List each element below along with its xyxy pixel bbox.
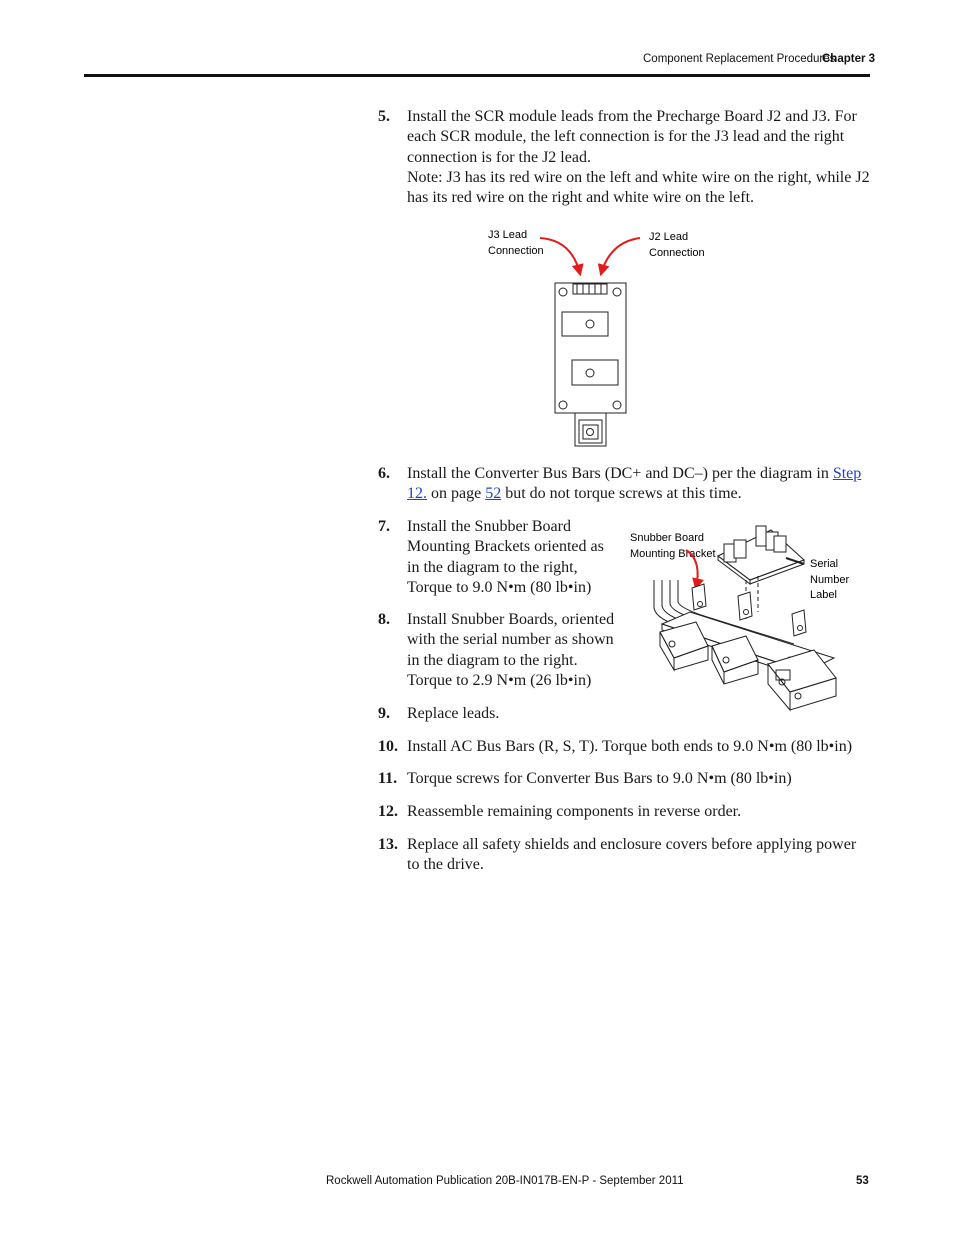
step-12-link[interactable]: Step 12. (407, 465, 862, 503)
step-number: 5. (378, 108, 390, 125)
step-text: Torque screws for Converter Bus Bars to 9.0 N•m (80 lb•in) (407, 770, 792, 787)
serial-label-line1: Serial (810, 558, 839, 570)
step-text: Replace leads. (407, 705, 500, 722)
bracket-label-line1: Snubber Board (630, 532, 704, 544)
step-text: Reassemble remaining components in reverse order. (407, 803, 742, 820)
page-number: 53 (856, 1175, 869, 1187)
step-note: Note: J3 has its red wire on the left and white wire on the right, while J2 has its red wire on the right and white wire on the left. (407, 168, 870, 207)
step-number: 10. (378, 738, 398, 755)
step-text-mid: on page (427, 485, 486, 503)
step-number: 9. (378, 705, 390, 722)
step-text: Install the Snubber Board Mounting Brackets oriented as in the diagram to the right, Torque to 9.0 N•m (80 lb•in) (407, 518, 604, 596)
footer-publication: Rockwell Automation Publication 20B-IN017B-EN-P - September 2011 (326, 1175, 684, 1187)
step-number: 6. (378, 465, 390, 482)
step-text: Install AC Bus Bars (R, S, T). Torque both ends to 9.0 N•m (80 lb•in) (407, 738, 853, 755)
step-text: Install the SCR module leads from the Precharge Board J2 and J3. For each SCR module, the left connection is for the J3 lead and the right connection is for the J2 lead. (407, 108, 857, 166)
j2-label-line2: Connection (649, 247, 705, 259)
j2-label-line1: J2 Lead (649, 231, 689, 243)
step-number: 7. (378, 518, 390, 535)
step-number: 13. (378, 836, 398, 853)
bracket-label-line2: Mounting Bracket (630, 548, 716, 560)
running-header-section: Component Replacement Procedures (643, 53, 836, 65)
header-rule (84, 74, 870, 77)
running-header-chapter: Chapter 3 (822, 53, 876, 65)
scr-module-figure (480, 222, 720, 452)
j2-arrow (601, 238, 640, 274)
serial-label-line2: Number (810, 574, 850, 586)
page-52-link[interactable]: 52 (485, 485, 502, 503)
j3-arrow (540, 238, 580, 274)
step-text-after: but do not torque screws at this time. (501, 485, 742, 503)
step-text: Replace all safety shields and enclosure covers before applying power to the drive. (407, 836, 857, 874)
step-number: 8. (378, 611, 390, 628)
step-text-before: Install the Converter Bus Bars (DC+ and DC–) per the diagram in (407, 465, 833, 482)
step-number: 12. (378, 803, 398, 820)
serial-label-line3: Label (810, 589, 837, 601)
j3-label-line1: J3 Lead (488, 229, 528, 241)
snubber-board-figure (626, 520, 856, 720)
step-text: Install Snubber Boards, oriented with the serial number as shown in the diagram to the right. Torque to 2.9 N•m (26 lb•in) (407, 611, 615, 689)
step-number: 11. (378, 770, 398, 787)
j3-label-line2: Connection (488, 245, 544, 257)
scr-module-drawing (555, 283, 626, 446)
